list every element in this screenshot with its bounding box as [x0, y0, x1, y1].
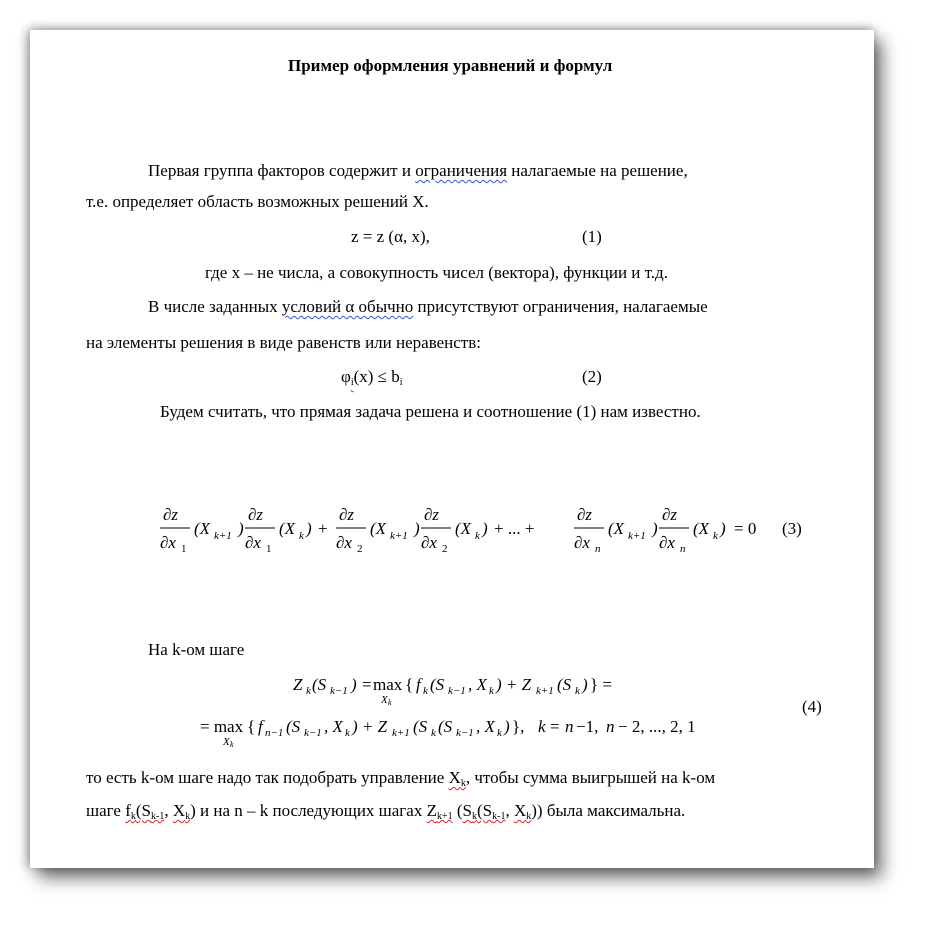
svg-text:(S: (S: [557, 675, 572, 694]
spellcheck-word: [514, 801, 531, 820]
sub: k: [475, 530, 480, 542]
sub: 1: [181, 543, 187, 555]
dz: ∂z: [662, 505, 678, 524]
svg-text:) + Z: ) + Z: [352, 717, 388, 736]
sub: 1: [266, 543, 272, 555]
dz: ∂z: [339, 505, 355, 524]
close: ): [238, 519, 244, 538]
spellcheck-phrase: условий α обычно: [281, 297, 414, 316]
close: ): [306, 519, 312, 538]
svg-text:k: k: [489, 685, 494, 697]
dx: ∂x: [336, 533, 352, 552]
paragraph-3: Будем считать, что прямая задача решена и соотношение (1) нам известно.: [160, 402, 701, 421]
text: (x) ≤ b: [353, 367, 400, 386]
dz: ∂z: [577, 505, 593, 524]
dx: ∂x: [245, 533, 261, 552]
svg-text:k: k: [497, 727, 502, 739]
paragraph-2-line-2: на элементы решения в виде равенств или неравенств:: [86, 333, 481, 352]
text: X: [172, 801, 186, 820]
equation-3: [150, 498, 870, 562]
dx: ∂x: [421, 533, 437, 552]
svg-text:k−1: k−1: [448, 685, 466, 697]
svg-text:f: f: [416, 675, 421, 694]
svg-text:(S: (S: [286, 717, 301, 736]
text: шаге: [86, 801, 126, 820]
svg-text:k: k: [423, 685, 428, 697]
sub: k+1: [390, 530, 408, 542]
sub: k+1: [214, 530, 232, 542]
xk: (X: [693, 519, 710, 538]
svg-text:): ): [582, 675, 588, 694]
svg-text:k: k: [306, 685, 311, 697]
equation-3-number: (3): [782, 519, 802, 538]
text: (: [452, 801, 463, 820]
svg-text:): ): [504, 717, 510, 736]
svg-text:) + Z: ) + Z: [496, 675, 532, 694]
text: присутствуют ограничения, налагаемые: [413, 297, 708, 316]
sub: k: [713, 530, 718, 542]
dx: ∂x: [160, 533, 176, 552]
svg-text:n−1: n−1: [265, 727, 284, 739]
xk: (X: [279, 519, 296, 538]
spellcheck-word: [427, 801, 453, 820]
svg-text:max: max: [373, 675, 403, 694]
plus: +: [318, 519, 328, 538]
svg-text:, X: , X: [324, 717, 343, 736]
sub: 2: [357, 543, 363, 555]
eq4-line2: = max: [200, 717, 244, 736]
text: Z: [426, 801, 437, 820]
sub: k: [130, 811, 136, 822]
paragraph-1-line-2: т.е. определяет область возможных решений X.: [86, 192, 429, 211]
svg-text:k: k: [431, 727, 436, 739]
xk1: (X: [370, 519, 387, 538]
dx: ∂x: [659, 533, 675, 552]
sub: k+1: [628, 530, 646, 542]
spellcheck-word: [449, 768, 466, 787]
sub: k: [299, 530, 304, 542]
svg-text:−1,: −1,: [576, 717, 599, 736]
paragraph-4-line-2: [86, 801, 685, 827]
close: ): [414, 519, 420, 538]
sub: k: [460, 778, 466, 789]
dx: ∂x: [574, 533, 590, 552]
equation-2: [341, 367, 403, 393]
svg-text:X: X: [381, 694, 388, 706]
svg-text:− 2, ..., 2, 1: − 2, ..., 2, 1: [618, 717, 696, 736]
svg-text:} =: } =: [590, 675, 612, 694]
dots: + ... +: [494, 519, 535, 538]
phi: φ: [341, 367, 351, 386]
equation-1-number: (1): [582, 227, 602, 246]
text: X: [513, 801, 527, 820]
equation-4-number: (4): [802, 697, 822, 716]
equation-4: [190, 670, 850, 760]
svg-text:(S: (S: [430, 675, 445, 694]
xk1: (X: [194, 519, 211, 538]
text: ,: [505, 801, 514, 820]
svg-text:k−1: k−1: [330, 685, 348, 697]
paragraph-4-line-1: [86, 768, 715, 794]
svg-text:},: },: [512, 717, 525, 736]
close: ): [720, 519, 726, 538]
svg-text:{: {: [247, 717, 256, 736]
svg-text:=: =: [550, 717, 560, 736]
sub: k-1: [150, 811, 165, 822]
svg-text:k−1: k−1: [456, 727, 474, 739]
spellcheck-word: [125, 801, 164, 820]
svg-text:(S: (S: [413, 717, 428, 736]
text: (S: [477, 801, 493, 820]
svg-text:(S: (S: [312, 675, 327, 694]
svg-text:k: k: [345, 727, 350, 739]
close: ): [652, 519, 658, 538]
sub: k-1: [492, 811, 506, 822]
text: то есть k-ом шаге надо так подобрать управление: [86, 768, 449, 787]
sub: n: [680, 543, 686, 555]
xk: (X: [455, 519, 472, 538]
Z: Z: [293, 675, 303, 694]
svg-text:k: k: [575, 685, 580, 697]
equation-1: z = z (α, x),: [351, 227, 430, 246]
k-step-line: На k-ом шаге: [148, 640, 245, 659]
svg-text:) =: ) =: [351, 675, 373, 694]
svg-text:k: k: [538, 717, 546, 736]
text: ) и на n – k последующих шагах: [190, 801, 427, 820]
text: Первая группа факторов содержит и: [148, 161, 416, 180]
sub: k: [526, 811, 532, 822]
spellcheck-word: [463, 801, 506, 820]
text: (S: [135, 801, 151, 820]
svg-text:k−1: k−1: [304, 727, 322, 739]
svg-text:n: n: [565, 717, 574, 736]
eq0: = 0: [734, 519, 757, 538]
where-line: где x – не числа, а совокупность чисел (вектора), функции и т.д.: [205, 263, 668, 282]
sub: n: [595, 543, 601, 555]
svg-text:{: {: [405, 675, 414, 694]
svg-text:k+1: k+1: [536, 685, 554, 697]
svg-text:(S: (S: [438, 717, 453, 736]
svg-text:n: n: [606, 717, 615, 736]
text: В числе заданных: [148, 297, 282, 316]
text: f: [125, 801, 131, 820]
text: , чтобы сумма выигрышей на k-ом: [465, 768, 716, 787]
text: налагаемые на решение,: [507, 161, 688, 180]
page-title: Пример оформления уравнений и формул: [288, 56, 613, 75]
paragraph-2-line-1: [148, 297, 708, 317]
spellcheck-word: [173, 801, 190, 820]
sub: k: [472, 811, 477, 822]
close: ): [482, 519, 488, 538]
sub: k+1: [436, 811, 453, 822]
svg-text:, X: , X: [468, 675, 487, 694]
sub-i: i: [350, 377, 354, 388]
paragraph-1-line-1: [148, 161, 688, 181]
equation-2-number: (2): [582, 367, 602, 386]
svg-text:k: k: [230, 740, 234, 749]
text: X: [448, 768, 461, 787]
sub-i: i: [399, 377, 403, 388]
svg-text:f: f: [258, 717, 263, 736]
dz: ∂z: [163, 505, 179, 524]
sub: k: [185, 811, 191, 822]
dz: ∂z: [248, 505, 264, 524]
document-page: [30, 30, 874, 868]
xk1: (X: [608, 519, 625, 538]
svg-text:X: X: [223, 736, 230, 748]
dz: ∂z: [424, 505, 440, 524]
svg-text:, X: , X: [476, 717, 495, 736]
text: )) была максимальна.: [531, 801, 686, 820]
svg-text:k+1: k+1: [392, 727, 410, 739]
spellcheck-word: ограничения: [415, 161, 508, 180]
svg-text:k: k: [388, 698, 392, 707]
text: ,: [164, 801, 173, 820]
text: S: [462, 801, 472, 820]
sub: 2: [442, 543, 448, 555]
